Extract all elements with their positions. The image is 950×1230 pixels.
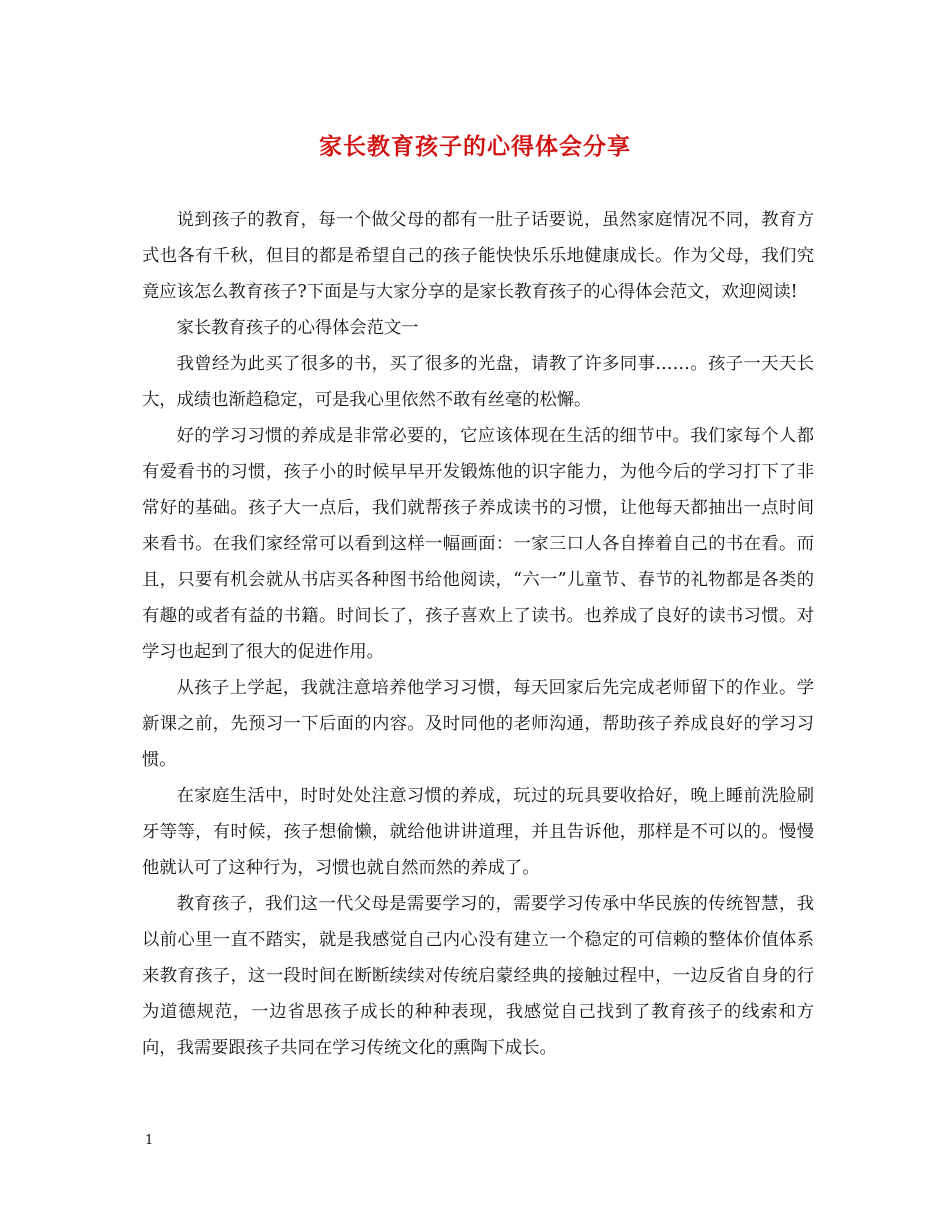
paragraph-1: 我曾经为此买了很多的书，买了很多的光盘，请教了许多同事……。孩子一天天长大，成绩也渐趋稳定，可是我心里依然不敢有丝毫的松懈。 xyxy=(142,354,814,410)
section-heading: 家长教育孩子的心得体会范文一 xyxy=(176,318,419,338)
paragraph-5: 教育孩子，我们这一代父母是需要学习的，需要学习传承中华民族的传统智慧，我以前心里一直不踏实，就是我感觉自己内心没有建立一个稳定的可信赖的整体价值体系来教育孩子，这一段时间在断断续续对传统启蒙经典的接触过程中，一边反省自身的行为道德规范，一边省思孩子成长的种种表现，我感觉自己找到了教育孩子的线索和方向，我需要跟孩子共同在学习传统文化的熏陶下成长。 xyxy=(142,894,814,1058)
paragraph-3: 从孩子上学起，我就注意培养他学习习惯，每天回家后先完成老师留下的作业。学新课之前，先预习一下后面的内容。及时同他的老师沟通，帮助孩子养成良好的学习习惯。 xyxy=(142,678,814,770)
document-body xyxy=(142,202,814,1066)
paragraph-2: 好的学习习惯的养成是非常必要的，它应该体现在生活的细节中。我们家每个人都有爱看书的习惯，孩子小的时候早早开发锻炼他的识字能力，为他今后的学习打下了非常好的基础。孩子大一点后，我们就帮孩子养成读书的习惯，让他每天都抽出一点时间来看书。在我们家经常可以看到这样一幅画面：一家三口人各自捧着自己的书在看。而且，只要有机会就从书店买各种图书给他阅读，“六一”儿童节、春节的礼物都是各类的有趣的或者有益的书籍。时间长了，孩子喜欢上了读书。也养成了良好的读书习惯。对学习也起到了很大的促进作用。 xyxy=(142,426,814,662)
paragraph-intro: 说到孩子的教育，每一个做父母的都有一肚子话要说，虽然家庭情况不同，教育方式也各有千秋，但目的都是希望自己的孩子能快快乐乐地健康成长。作为父母，我们究竟应该怎么教育孩子?下面是与大家分享的是家长教育孩子的心得体会范文，欢迎阅读! xyxy=(142,210,814,302)
paragraph-4: 在家庭生活中，时时处处注意习惯的养成，玩过的玩具要收拾好，晚上睡前洗脸刷牙等等，有时候，孩子想偷懒，就给他讲讲道理，并且告诉他，那样是不可以的。慢慢他就认可了这种行为，习惯也就自然而然的养成了。 xyxy=(142,786,814,878)
page-number: 1 xyxy=(145,1133,154,1148)
document-title: 家长教育孩子的心得体会分享 xyxy=(319,133,631,160)
